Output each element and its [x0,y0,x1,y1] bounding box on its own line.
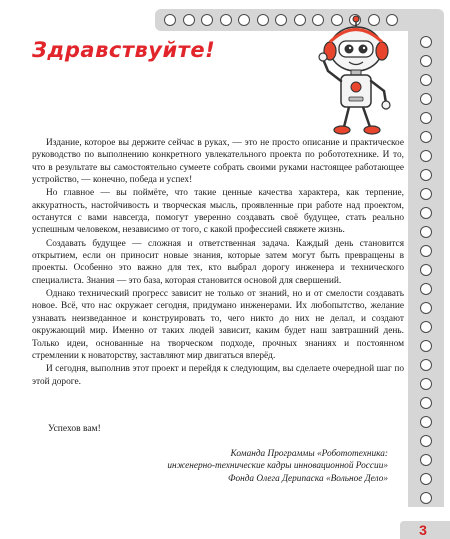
frame-hole [420,378,432,390]
signature-line: Фонда Олега Дерипаска «Вольное Дело» [227,473,388,484]
frame-hole [420,454,432,466]
frame-hole [420,473,432,485]
page-number: 3 [419,522,427,538]
frame-hole [420,397,432,409]
frame-hole [275,14,287,26]
frame-hole [420,112,432,124]
paragraph: Издание, которое вы держите сейчас в руках, — это не просто описание и практическое руководство по выполнению конкретного увлекательного проекта по робототехнике. И то, что в результате вы самостоятельно сумеете собрать своими руками настоящее работающее устройство, — конечно, победа и успех! [32,138,404,186]
frame-hole [420,283,432,295]
frame-hole [420,359,432,371]
frame-hole [420,55,432,67]
paragraph: И сегодня, выполнив этот проект и перейдя к следующим, вы сделаете очередной шаг по этой дороге. [32,364,404,387]
frame-hole [220,14,232,26]
frame-hole [201,14,213,26]
frame-hole [183,14,195,26]
frame-hole [420,340,432,352]
signature-block [68,448,388,485]
frame-hole [257,14,269,26]
frame-hole [420,150,432,162]
frame-hole [164,14,176,26]
signature-line: Команда Программы «Робототехника: [230,449,388,459]
frame-hole [420,169,432,181]
frame-hole [420,492,432,504]
frame-hole [420,93,432,105]
frame-hole [420,131,432,143]
frame-hole [420,226,432,238]
frame-hole [238,14,250,26]
frame-hole [294,14,306,26]
frame-hole [420,416,432,428]
frame-hole [420,264,432,276]
closing-line: Успехов вам! [48,424,101,434]
robot-mascot-illustration [310,15,408,140]
paragraph: Но главное — вы поймёте, что такие ценные качества характера, как терпение, аккуратность, настойчивость и творческая мысль, проявленные при работе над проектом, останутся с вами навсегда, помогут уверенно создавать своё будущее, стать реально успешным человеком, независимо от того, с какой профессией свяжете жизнь. [32,188,404,236]
frame-hole [420,435,432,447]
body-text [32,137,404,388]
signature-line: инженерно-технические кадры инновационной России» [167,461,388,472]
frame-hole [420,188,432,200]
frame-hole [420,207,432,219]
paragraph: Однако технический прогресс зависит не только от знаний, но и от смелости создавать новое. Всё, что нас окружает сегодня, придумано инженерами. Их любопытство, желание узнавать неизведанное и конструировать то, чего никто до них не делал, и создают окружающий мир. Именно от таких людей зависит, каким будет наш завтрашний день. Только идеи, основанные на творческом подходе, прочных знаниях и постоянном стремлении к новаторству, заставляют мир двигаться вперёд. [32,289,404,361]
frame-hole [420,302,432,314]
paragraph: Создавать будущее — сложная и ответственная задача. Каждый день становится открытием, если он приносит новые знания, которые затем могут быть превращены в проекты. Особенно это важно для тех, кто выбрал дорогу инженера и технического специалиста. Знания — это база, которая становится основой для свершений. [32,238,404,286]
frame-hole [420,245,432,257]
frame-hole [420,321,432,333]
frame-hole [420,36,432,48]
frame-hole [420,74,432,86]
page-heading: Здравствуйте! [32,38,216,62]
